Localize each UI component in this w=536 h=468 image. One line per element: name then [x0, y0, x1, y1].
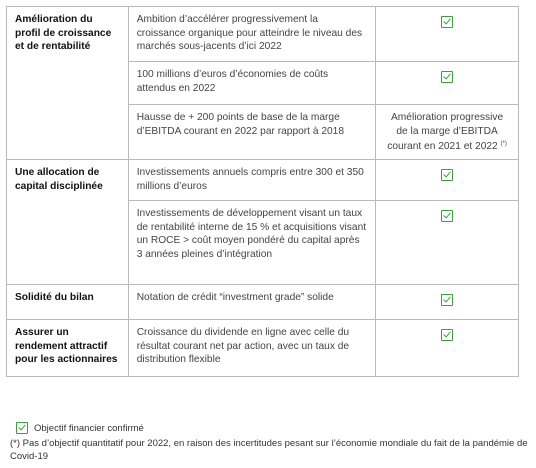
check-box-icon	[441, 16, 453, 28]
status-cell	[376, 320, 519, 377]
status-cell	[376, 62, 519, 105]
status-cell	[376, 7, 519, 62]
check-box-icon	[441, 71, 453, 83]
status-text: Amélioration progressive de la marge d’EBITDA courant en 2021 et 2022	[387, 112, 504, 152]
objective-cell: Ambition d’accélérer progressivement la croissance organique pour atteindre le niveau des marchés sous-jacents d’ici 2022	[128, 7, 375, 62]
objectives-table	[6, 6, 519, 377]
status-cell	[376, 105, 519, 160]
objective-cell: 100 millions d’euros d’économies de coûts attendus en 2022	[128, 62, 375, 105]
check-box-icon	[441, 169, 453, 181]
status-cell	[376, 285, 519, 320]
table-row	[7, 7, 519, 62]
category-cell: Assurer un rendement attractif pour les actionnaires	[7, 320, 129, 377]
footnote-marker: (*)	[500, 141, 507, 147]
check-box-icon	[441, 210, 453, 222]
check-box-icon	[16, 422, 28, 434]
legend-label: Objectif financier confirmé	[34, 422, 144, 434]
category-cell: Solidité du bilan	[7, 285, 129, 320]
legend	[16, 422, 144, 434]
objective-cell: Notation de crédit “investment grade” solide	[128, 285, 375, 320]
table-row	[7, 285, 519, 320]
footnote: (*) Pas d’objectif quantitatif pour 2022, en raison des incertitudes pesant sur l’économie mondiale du fait de la pandémie de Covid-19	[10, 438, 528, 462]
table-row	[7, 160, 519, 201]
objective-cell: Investissements de développement visant un taux de rentabilité interne de 15 % et acquisitions visant un ROCE > coût moyen pondéré du capital après 3 années pleines d’intégration	[128, 201, 375, 285]
objective-cell: Croissance du dividende en ligne avec celle du résultat courant net par action, avec un taux de distribution flexible	[128, 320, 375, 377]
status-cell	[376, 201, 519, 285]
check-box-icon	[441, 329, 453, 341]
check-box-icon	[441, 294, 453, 306]
category-cell: Une allocation de capital disciplinée	[7, 160, 129, 285]
status-cell	[376, 160, 519, 201]
table-row	[7, 320, 519, 377]
objective-cell: Investissements annuels compris entre 300 et 350 millions d’euros	[128, 160, 375, 201]
objective-cell: Hausse de + 200 points de base de la marge d’EBITDA courant en 2022 par rapport à 2018	[128, 105, 375, 160]
category-cell: Amélioration du profil de croissance et de rentabilité	[7, 7, 129, 160]
